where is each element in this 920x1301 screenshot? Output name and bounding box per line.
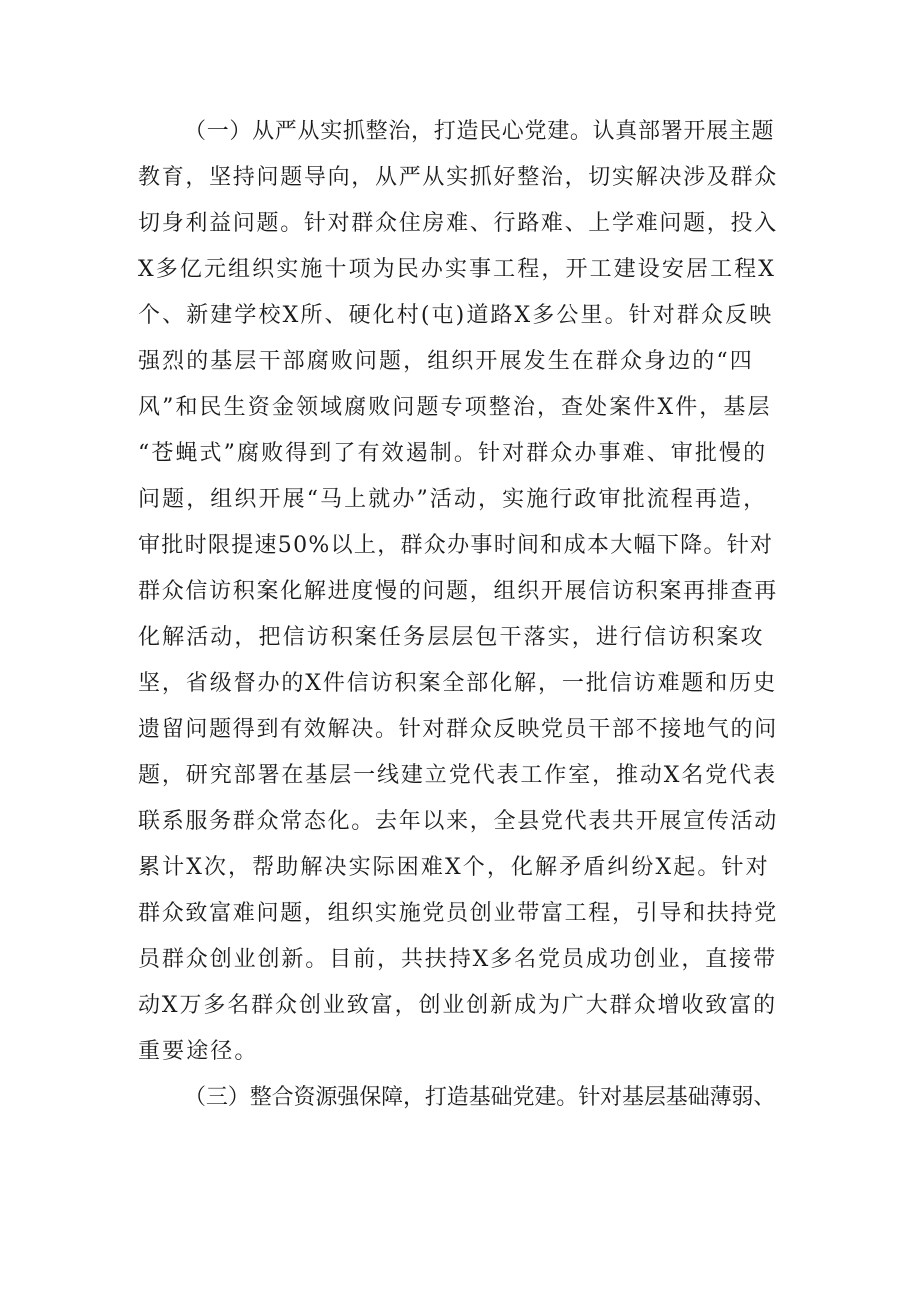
paragraph-1-line-11: 群众信访积案化解进度慢的问题，组织开展信访积案再排查再 bbox=[138, 579, 778, 604]
paragraph-2-line-1: （三）整合资源强保障，打造基础党建。针对基层基础薄弱、 bbox=[184, 1085, 776, 1110]
paragraph-1-line-9: 问题，组织开展“马上就办”活动，实施行政审批流程再造， bbox=[138, 487, 768, 512]
paragraph-1-line-15: 题，研究部署在基层一线建立党代表工作室，推动X名党代表 bbox=[138, 763, 777, 788]
paragraph-1-line-5: 个、新建学校X所、硬化村(屯)道路X多公里。针对群众反映 bbox=[138, 303, 774, 328]
paragraph-1-line-4: X多亿元组织实施十项为民办实事工程，开工建设安居工程X bbox=[138, 257, 777, 282]
paragraph-1-line-14: 遗留问题得到有效解决。针对群众反映党员干部不接地气的问 bbox=[138, 717, 778, 742]
paragraph-1-line-20: 动X万多名群众创业致富，创业创新成为广大群众增收致富的 bbox=[138, 993, 777, 1018]
paragraph-1-line-18: 群众致富难问题，组织实施党员创业带富工程，引导和扶持党 bbox=[138, 901, 778, 926]
paragraph-1-line-12: 化解活动，把信访积案任务层层包干落实，进行信访积案攻 bbox=[138, 625, 765, 650]
paragraph-1-line-6: 强烈的基层干部腐败问题，组织开展发生在群众身边的“四 bbox=[138, 349, 754, 374]
paragraph-1-line-10: 审批时限提速50%以上，群众办事时间和成本大幅下降。针对 bbox=[138, 533, 774, 558]
paragraph-1-line-2: 教育，坚持问题导向，从严从实抓好整治，切实解决涉及群众 bbox=[138, 165, 778, 190]
paragraph-1-line-21: 重要途径。 bbox=[138, 1039, 259, 1064]
paragraph-1-line-3: 切身利益问题。针对群众住房难、行路难、上学难问题，投入 bbox=[138, 211, 778, 236]
paragraph-1-line-16: 联系服务群众常态化。去年以来，全县党代表共开展宣传活动 bbox=[138, 809, 778, 834]
paragraph-1-line-17: 累计X次，帮助解决实际困难X个，化解矛盾纠纷X起。针对 bbox=[138, 855, 770, 880]
paragraph-1-line-1: （一）从严从实抓整治，打造民心党建。认真部署开展主题 bbox=[184, 119, 775, 144]
paragraph-1-line-13: 坚，省级督办的X件信访积案全部化解，一批信访难题和历史 bbox=[138, 671, 777, 696]
paragraph-1-line-8: “苍蝇式”腐败得到了有效遏制。针对群众办事难、审批慢的 bbox=[138, 441, 768, 466]
paragraph-1-line-19: 员群众创业创新。目前，共扶持X多名党员成功创业，直接带 bbox=[138, 947, 777, 972]
paragraph-1-line-7: 风”和民生资金领域腐败问题专项整治，查处案件X件，基层 bbox=[138, 395, 772, 420]
